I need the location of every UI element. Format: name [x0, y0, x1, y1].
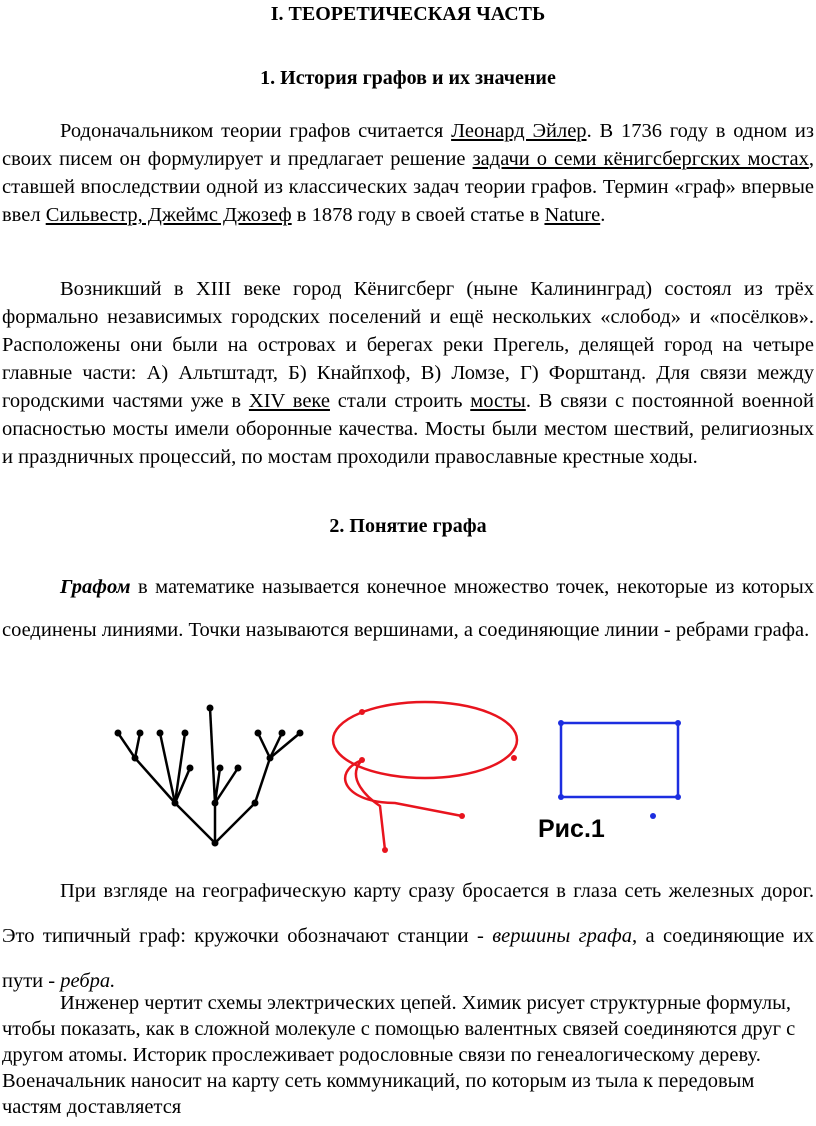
emphasis-vertices: вершины графа	[492, 925, 632, 947]
vertex	[675, 720, 681, 726]
vertex	[235, 765, 242, 772]
text: При взгляде на географическую карту сразу бросается в глаза сеть железных дорог. Это типичный граф: кружочки обозначают станции -	[2, 880, 814, 947]
vertex	[359, 709, 365, 715]
paragraph-konigsberg	[2, 275, 814, 471]
loop-graph	[333, 702, 517, 850]
text: . В 1736 году в одном из своих писем он формулирует и предлагает решение	[2, 120, 814, 170]
link-xiv-century[interactable]: XIV веке	[248, 390, 330, 412]
text: . В связи с постоянной военной опасностью мосты имели оборонные качества. Мосты были местом шествий, религиозных и праздничных процессий, по мостам проходили православные крестные ходы.	[2, 390, 814, 468]
text: в математике называется конечное множество точек, некоторые из которых соединены линиями. Точки называются вершинами, а соединяющие линии - ребрами графа.	[2, 576, 814, 641]
vertex	[217, 765, 224, 772]
link-sylvester[interactable]: Сильвестр, Джеймс Джозеф	[45, 204, 292, 226]
term-graph: Графом	[60, 576, 131, 598]
vertex	[132, 755, 139, 762]
text: , а соединяющие их пути -	[2, 925, 815, 992]
link-seven-bridges[interactable]: задачи о семи кёнигсбергских мостах	[472, 148, 809, 170]
paragraph-applications: Инженер чертит схемы электрических цепей. Химик рисует структурные формулы, чтобы показать, как в сложной молекуле с помощью валентных связей соединяются друг с другом атомы. Историк прослеживает родословные связи по генеалогическому дереву. Военачальник наносит на карту сеть коммуникаций, по которым из тыла к передовым частям доставляется	[2, 992, 796, 1118]
text: Родоначальником теории графов считается	[60, 120, 452, 142]
vertex	[212, 800, 219, 807]
tree-graph	[118, 708, 300, 843]
subsection-title-graph-concept: 2. Понятие графа	[329, 515, 487, 537]
figure-graph-examples	[0, 688, 816, 858]
tree-graph-vertices	[115, 705, 304, 847]
paragraph-railway-example	[2, 869, 814, 1004]
link-euler[interactable]: Леонард Эйлер	[451, 120, 587, 142]
text: Возникший в XIII веке город Кёнигсберг (ныне Калининград) состоял из трёх формально независимых городских поселений и ещё нескольких «слобод» и «посёлков». Расположены они были на островах и берегах реки Прегель, делящей город на четыре главные части: А) Альтштадт, Б) Кнайпхоф, В) Ломзе, Г) Форштанд. Для связи между городскими частями уже в	[2, 278, 814, 412]
isolated-vertex	[650, 813, 656, 819]
figure-caption: Рис.1	[538, 815, 605, 843]
link-bridges[interactable]: мосты	[470, 390, 526, 412]
vertex	[115, 730, 122, 737]
link-nature[interactable]: Nature	[544, 204, 601, 226]
vertex	[359, 757, 365, 763]
vertex	[157, 730, 164, 737]
vertex	[511, 755, 517, 761]
vertex	[255, 730, 262, 737]
paragraph-graph-definition	[2, 566, 814, 652]
vertex	[172, 800, 179, 807]
vertex	[382, 847, 388, 853]
vertex	[252, 800, 259, 807]
vertex	[182, 730, 189, 737]
section-title: I. ТЕОРЕТИЧЕСКАЯ ЧАСТЬ	[270, 3, 546, 25]
vertex	[459, 813, 465, 819]
vertex	[297, 730, 304, 737]
paragraph-history-euler	[2, 117, 814, 229]
text: , ставшей впоследствии одной из классических задач теории графов. Термин «граф» впервые ввел	[2, 148, 814, 226]
vertex	[558, 720, 564, 726]
text: стали строить	[329, 390, 471, 412]
emphasis-edges: ребра.	[60, 970, 116, 992]
vertex	[207, 705, 214, 712]
vertex	[137, 730, 144, 737]
vertex	[279, 730, 286, 737]
vertex	[267, 755, 274, 762]
text: .	[600, 204, 606, 226]
vertex	[558, 794, 564, 800]
vertex	[675, 794, 681, 800]
subsection-title-history: 1. История графов и их значение	[260, 67, 556, 89]
vertex	[212, 840, 219, 847]
rectangle-graph	[558, 720, 681, 819]
text: в 1878 году в своей статье в	[291, 204, 545, 226]
vertex	[187, 765, 194, 772]
